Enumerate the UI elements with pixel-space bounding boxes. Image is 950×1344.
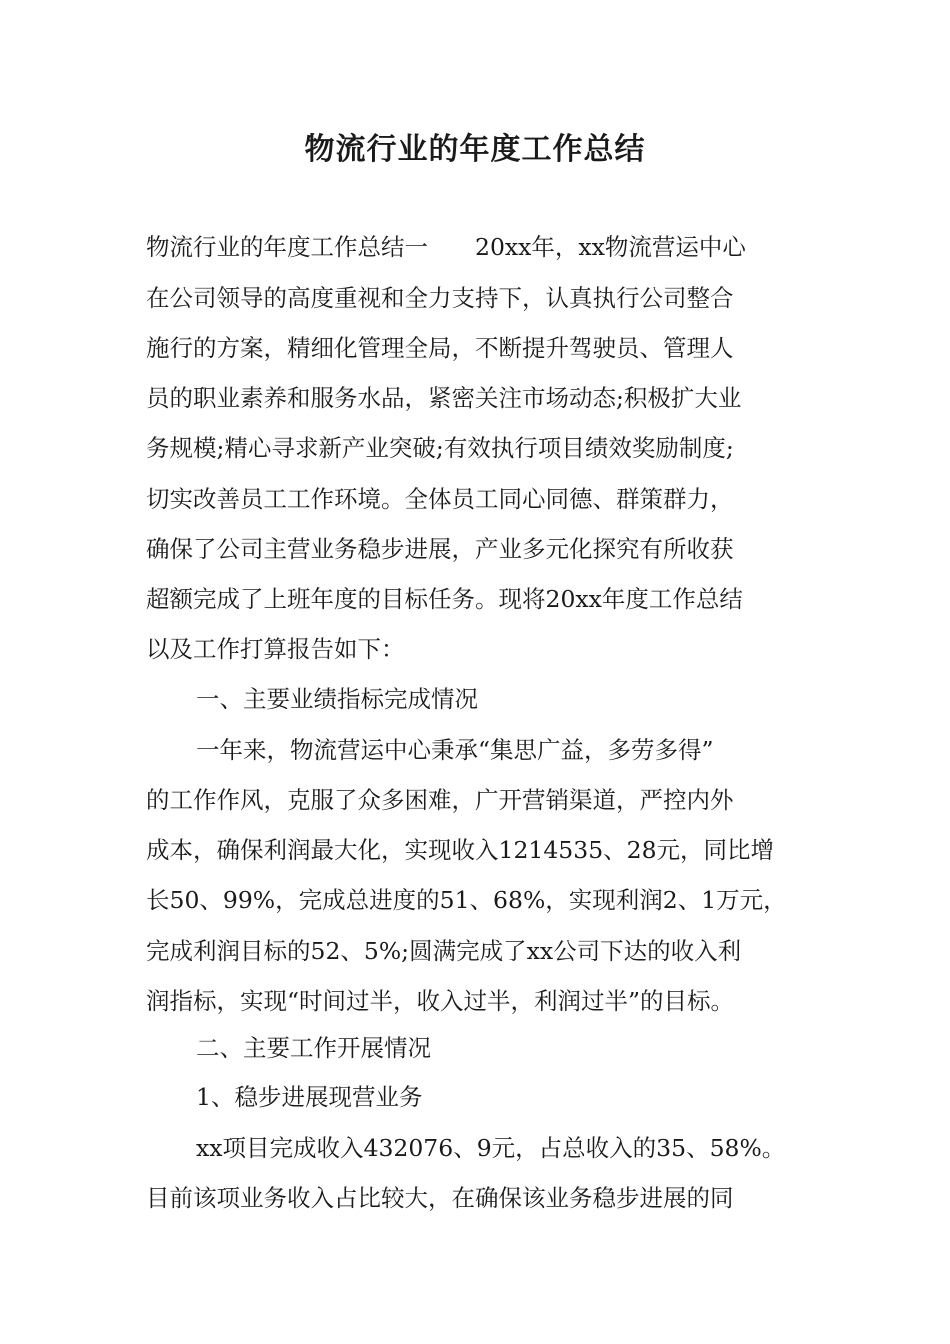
paragraph-line: 润指标，实现“时间过半，收入过半，利润过半”的目标。 [146,987,735,1015]
paragraph-line: xx项目完成收入432076、9元，占总收入的35、58%。 [196,1134,786,1162]
paragraph-line: 在公司领导的高度重视和全力支持下，认真执行公司整合 [146,284,734,312]
section-heading: 二、主要工作开展情况 [196,1034,431,1062]
paragraph-line: 长50、99%，完成总进度的51、68%，实现利润2、1万元， [146,886,787,914]
paragraph-line: 目前该项业务收入占比较大，在确保该业务稳步进展的同 [146,1184,734,1212]
paragraph-line: 以及工作打算报告如下： [146,635,405,663]
paragraph-line: 一年来，物流营运中心秉承“集思广益，多劳多得” [196,736,714,764]
paragraph-line: 切实改善员工工作环境。全体员工同心同德、群策群力， [146,485,734,513]
paragraph-line: 完成利润目标的52、5%;圆满完成了xx公司下达的收入利 [146,937,742,965]
document-title: 物流行业的年度工作总结 [304,132,646,167]
paragraph-line: 成本，确保利润最大化，实现收入1214535、28元，同比增 [146,836,775,864]
paragraph-line: 确保了公司主营业务稳步进展，产业多元化探究有所收获 [146,535,734,563]
paragraph-line: 超额完成了上班年度的目标任务。现将20xx年度工作总结 [146,585,743,613]
paragraph-line: 的工作作风，克服了众多困难，广开营销渠道，严控内外 [146,786,734,814]
paragraph-line: 施行的方案，精细化管理全局，不断提升驾驶员、管理人 [146,334,734,362]
subsection-heading: 1、稳步进展现营业务 [196,1083,423,1111]
paragraph-line: 物流行业的年度工作总结一 20xx年，xx物流营运中心 [146,233,746,261]
paragraph-line: 员的职业素养和服务水品，紧密关注市场动态;积极扩大业 [146,384,742,412]
section-heading: 一、主要业绩指标完成情况 [196,685,478,713]
paragraph-line: 务规模;精心寻求新产业突破;有效执行项目绩效奖励制度; [146,434,734,462]
